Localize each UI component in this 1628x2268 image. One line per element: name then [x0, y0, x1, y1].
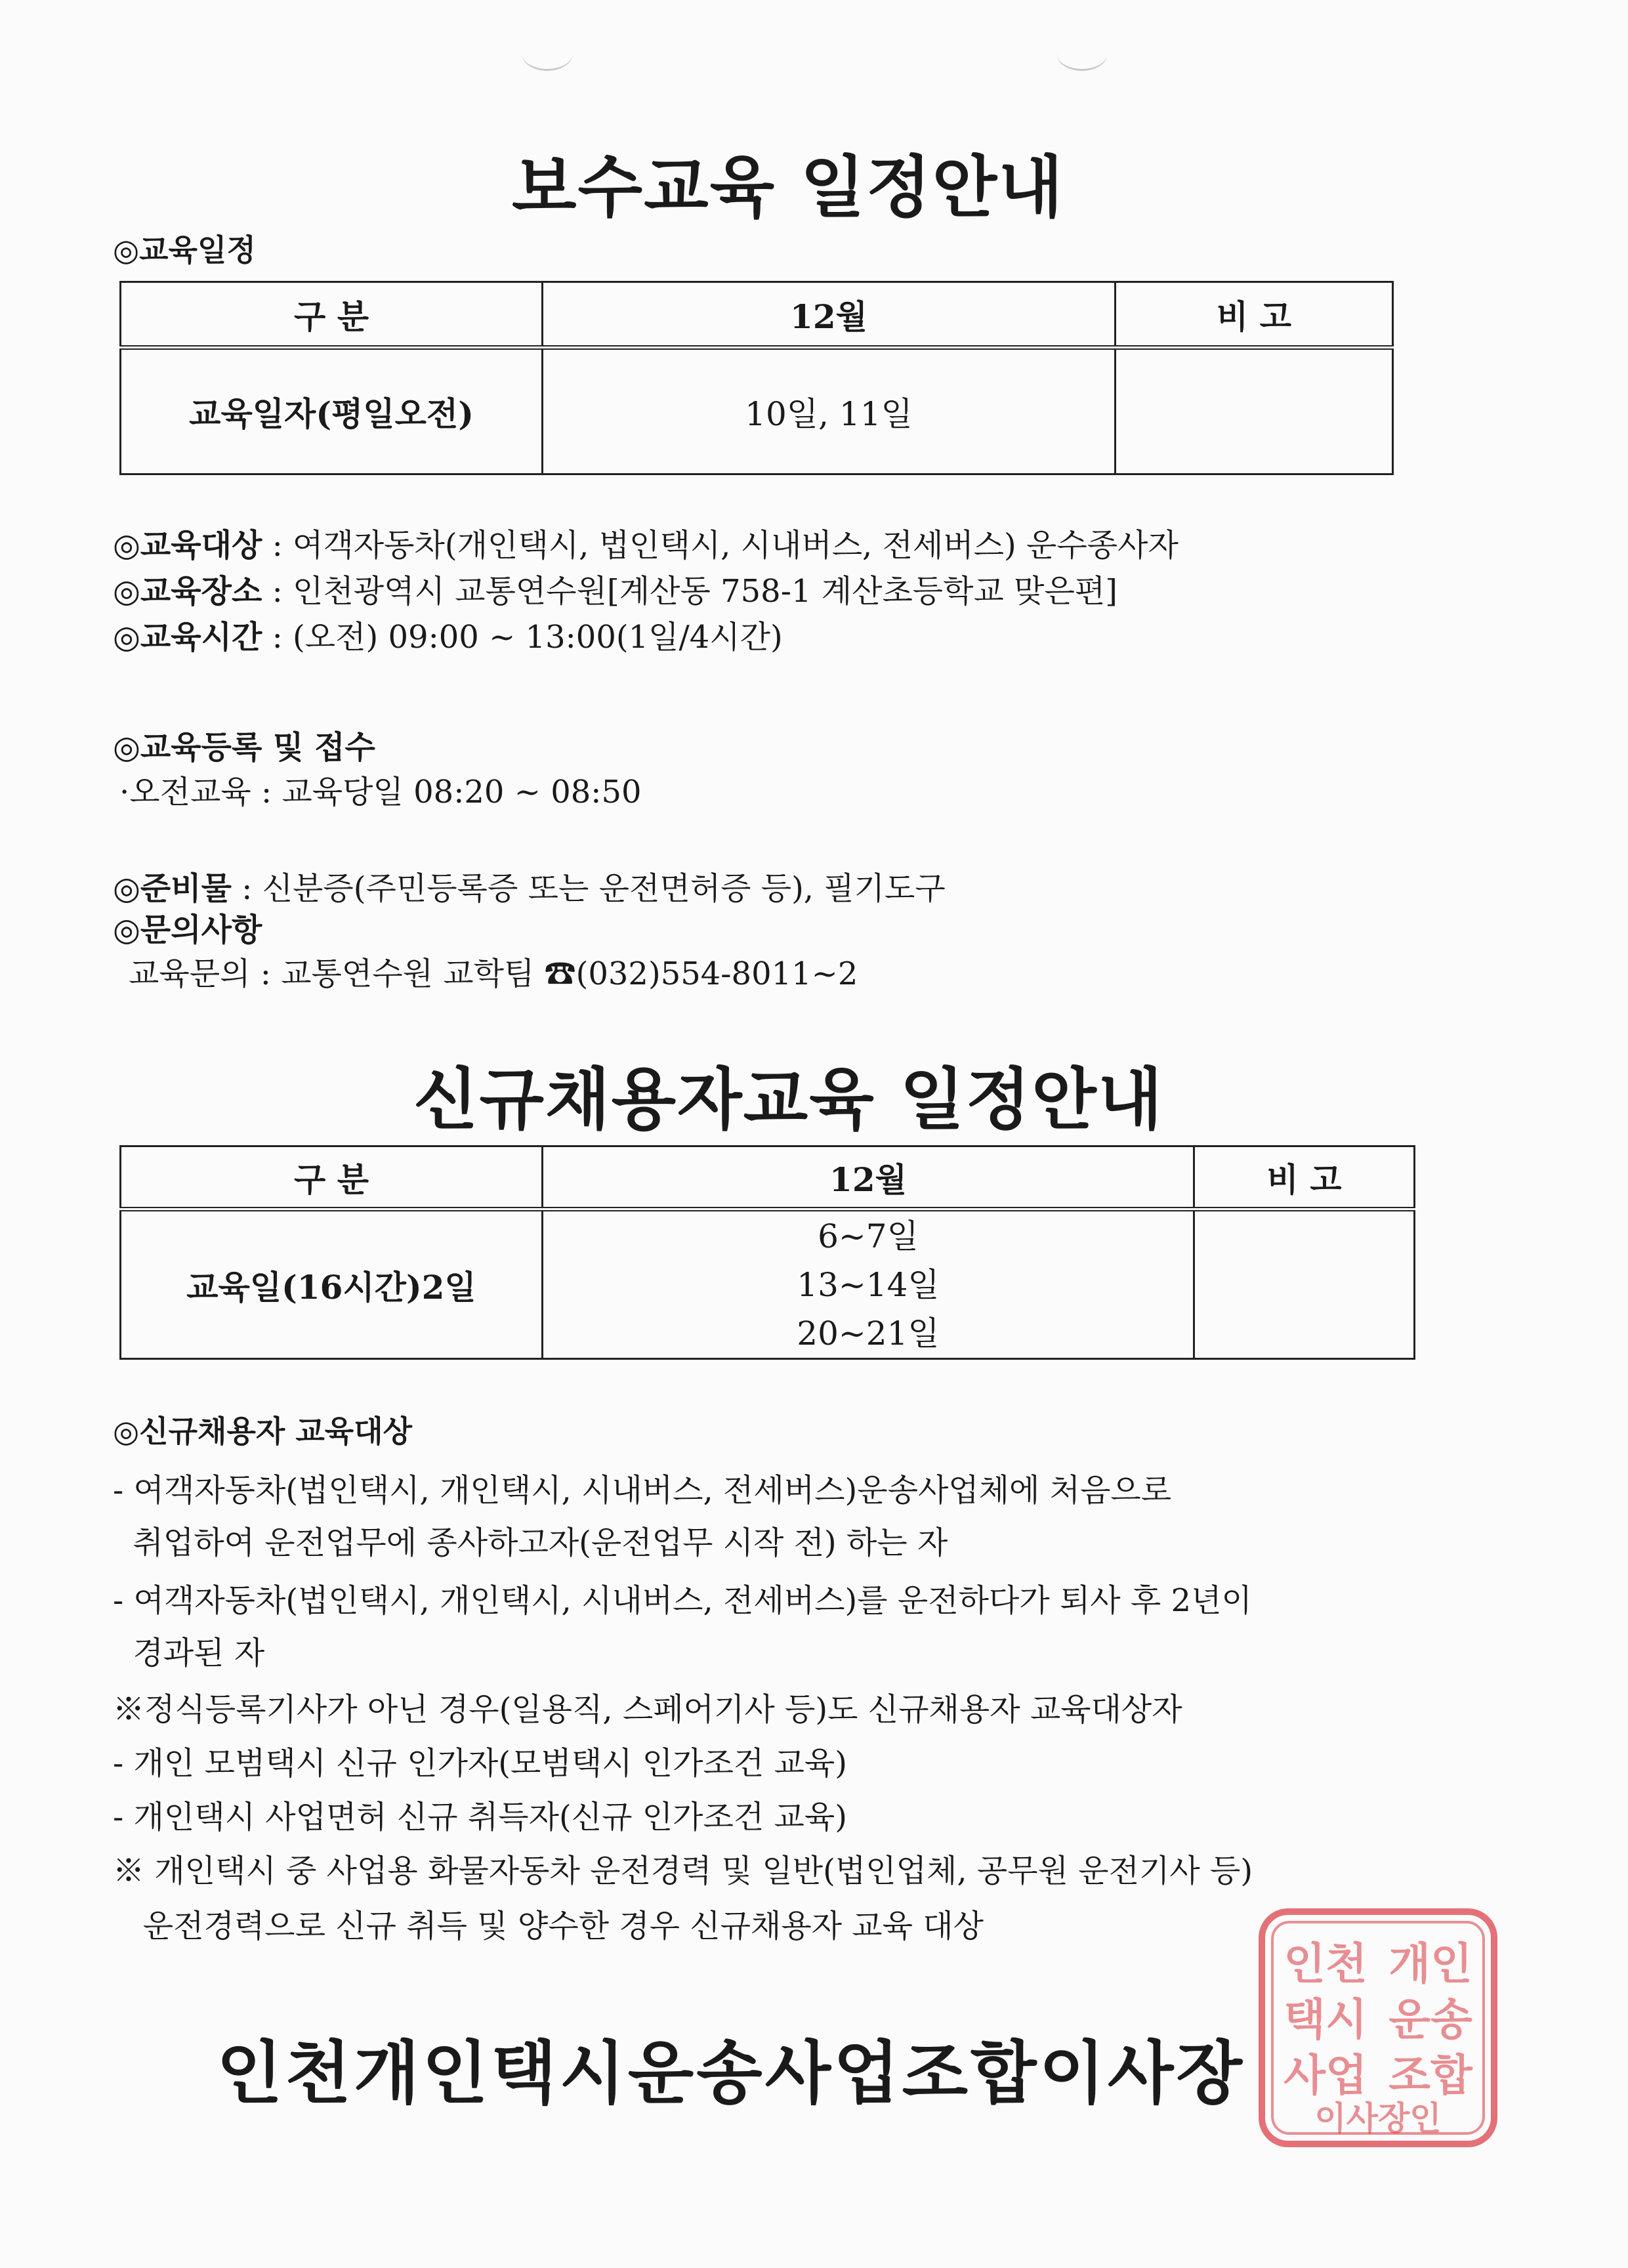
date-range: 20~21일 [797, 1314, 940, 1353]
target-line: - 여객자동차(법인택시, 개인택시, 시내버스, 전세버스)를 운전하다가 퇴사 후 2년이 [113, 1582, 1252, 1619]
new-hire-targets-label: ◎신규채용자 교육대상 [113, 1414, 413, 1449]
col-category-header: 구 분 [121, 1146, 543, 1209]
svg-text:운송: 운송 [1388, 1994, 1472, 2045]
col-category-header: 구 분 [121, 282, 543, 348]
punch-hole-left [522, 36, 573, 71]
row-label: 교육일자(평일오전) [121, 348, 543, 474]
issuer-signature: 인천개인택시운송사업조합이사장 [217, 2033, 1245, 2113]
col-note-header: 비 고 [1194, 1146, 1415, 1209]
target-line: ※ 개인택시 중 사업용 화물자동차 운전경력 및 일반(법인업체, 공무원 운전기사 등) [113, 1853, 1253, 1889]
target-line: - 개인택시 사업면허 신규 취득자(신규 인가조건 교육) [113, 1799, 847, 1836]
schedule-section-label: ◎교육일정 [113, 232, 256, 268]
svg-text:사업: 사업 [1284, 2050, 1367, 2101]
info-location [113, 566, 1117, 611]
info-label: ◎교육대상 [113, 527, 262, 564]
row-dates: 10일, 11일 [543, 348, 1116, 474]
svg-text:택시: 택시 [1284, 1994, 1367, 2045]
target-line: ※정식등록기사가 아닌 경우(일용직, 스페어기사 등)도 신규채용자 교육대상자 [113, 1691, 1182, 1728]
col-month-header: 12월 [543, 282, 1116, 348]
refresher-title: 보수교육 일정안내 [512, 149, 1064, 227]
info-text: : 인천광역시 교통연수원[계산동 758-1 계산초등학교 맞은편] [262, 573, 1118, 610]
punch-hole-right [1056, 36, 1108, 71]
date-range: 13~14일 [797, 1265, 940, 1304]
row-dates [543, 1209, 1194, 1359]
supplies-text: : 신분증(주민등록증 또는 운전면허증 등), 필기도구 [232, 870, 946, 907]
target-line: 경과된 자 [113, 1635, 265, 1671]
target-line: 운전경력으로 신규 취득 및 양수한 경우 신규채용자 교육 대상 [113, 1908, 984, 1944]
col-note-header: 비 고 [1116, 282, 1393, 348]
row-label: 교육일(16시간)2일 [121, 1209, 543, 1359]
date-range: 6~7일 [818, 1217, 919, 1255]
target-line: - 개인 모범택시 신규 인가자(모범택시 인가조건 교육) [113, 1745, 847, 1782]
registration-label: ◎교육등록 및 접수 [113, 729, 375, 766]
new-hire-title: 신규채용자교육 일정안내 [413, 1061, 1164, 1139]
official-seal-stamp [1250, 1900, 1506, 2156]
row-note [1194, 1209, 1415, 1359]
info-target [113, 520, 1179, 565]
svg-text:조합: 조합 [1388, 2050, 1472, 2101]
col-month-header: 12월 [543, 1146, 1194, 1209]
new-hire-schedule-table [119, 1145, 1415, 1360]
inquiry-label: ◎문의사항 [113, 912, 262, 948]
registration-text: ·오전교육 : 교육당일 08:20 ~ 08:50 [119, 774, 642, 810]
supplies-label: ◎준비물 [113, 870, 232, 907]
svg-text:인천: 인천 [1284, 1939, 1367, 1989]
target-line: 취업하여 운전업무에 종사하고자(운전업무 시작 전) 하는 자 [113, 1524, 948, 1561]
supplies-line [113, 863, 946, 908]
refresher-schedule-table [119, 281, 1394, 475]
inquiry-text: 교육문의 : 교통연수원 교학팀 ☎(032)554-8011~2 [129, 956, 858, 992]
row-note [1116, 348, 1393, 474]
info-text: : (오전) 09:00 ~ 13:00(1일/4시간) [262, 619, 783, 656]
svg-text:이사장인: 이사장인 [1314, 2099, 1442, 2137]
info-text: : 여객자동차(개인택시, 법인택시, 시내버스, 전세버스) 운수종사자 [262, 527, 1179, 564]
info-time [113, 612, 783, 657]
target-line: - 여객자동차(법인택시, 개인택시, 시내버스, 전세버스)운송사업체에 처음으로 [113, 1472, 1172, 1509]
info-label: ◎교육장소 [113, 573, 262, 610]
svg-text:개인: 개인 [1388, 1939, 1472, 1989]
info-label: ◎교육시간 [113, 619, 262, 656]
